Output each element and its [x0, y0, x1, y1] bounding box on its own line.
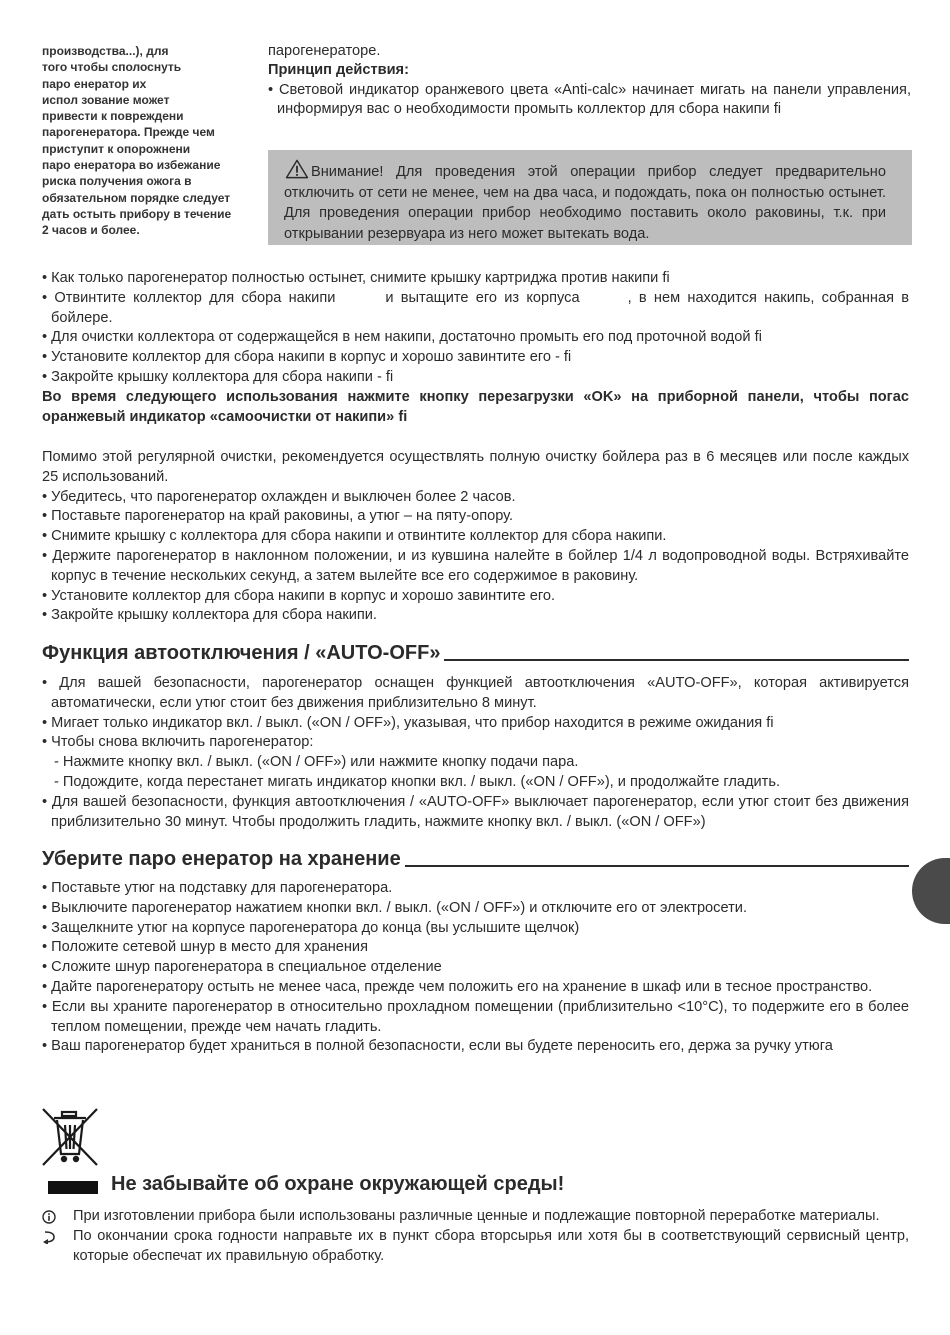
- environment-bar: [48, 1181, 98, 1194]
- info-icon: [42, 1210, 56, 1224]
- side-note-line: 2 часов и более.: [42, 223, 140, 238]
- list-item: • Положите сетевой шнур в место для хранения: [42, 939, 368, 956]
- principle-bullet: • Световой индикатор оранжевого цвета «Anti-calc» начинает мигать на панели управления, информируя вас о необходимости промыть коллектор для сбора накипи ﬁ: [268, 81, 911, 117]
- list-item: [42, 289, 909, 329]
- storage-heading-text: Уберите паро енератор на хранение: [42, 848, 401, 870]
- side-note-line: дать остыть прибору в течение: [42, 206, 232, 221]
- list-item: • Для очистки коллектора от содержащейся в нем накипи, достаточно промыть его под проточной водой ﬁ: [42, 329, 762, 346]
- full-clean-section: [42, 448, 909, 626]
- list-item-part: • Отвинтите коллектор для сбора накипи: [42, 289, 336, 306]
- list-item: • Дайте парогенератору остыть не менее часа, прежде чем положить его на хранение в шкаф или в тесное пространство.: [42, 978, 873, 995]
- list-item: • Поставьте утюг на подставку для парогенератора.: [42, 880, 393, 896]
- warning-text: Внимание! Для проведения этой операции прибор следует предварительно отключить от сети не менее, чем на два часа, и подождать, пока он полностью остынет. Для проведения операции прибор необходимо поставить около раковины, т.к. при открывании резервуара из него может вытекать вода.: [284, 164, 886, 242]
- list-item: [42, 1227, 909, 1267]
- list-item: • Для вашей безопасности, функция автоотключения / «AUTO-OFF» выключает парогенератор, если утюг стоит без движения приблизительно 30 минут. Чтобы продолжить гладить, нажмите кнопку вкл. / выкл. («ON / OFF»): [42, 793, 909, 830]
- storage-section: [42, 879, 909, 1057]
- full-clean-intro: Помимо этой регулярной очистки, рекомендуется осуществлять полную очистку бойлера раз в 6 месяцев или после каждых 25 использований.: [42, 449, 909, 485]
- principle-section: [268, 42, 911, 119]
- list-item: • Выключите парогенератор нажатием кнопки вкл. / выкл. («ON / OFF») и отключите его от электросети.: [42, 899, 747, 916]
- side-note-line: обязательном порядке следует: [42, 190, 231, 205]
- list-item: • Мигает только индикатор вкл. / выкл. («ON / OFF»), указывая, что прибор находится в режиме ожидания ﬁ: [42, 714, 774, 731]
- side-note-line: парогенератора. Прежде чем: [42, 125, 215, 140]
- auto-off-section: [42, 674, 909, 832]
- storage-heading: [42, 845, 909, 871]
- list-item: • Убедитесь, что парогенератор охлажден и выключен более 2 часов.: [42, 488, 516, 505]
- list-item: • Ваш парогенератор будет храниться в полной безопасности, если вы будете переносить его, держа за ручку утюга: [42, 1038, 833, 1055]
- auto-off-heading: [42, 639, 909, 665]
- list-item: • Держите парогенератор в наклонном положении, и из кувшина налейте в бойлер 1/4 л водопроводной воды. Встряхивайте корпус в течение нескольких секунд, а затем вылейте все его содержимое в раковину.: [42, 547, 909, 584]
- cleaning-steps: [42, 269, 909, 427]
- warning-triangle-icon: [284, 159, 310, 179]
- environment-list: [42, 1207, 909, 1266]
- page-side-tab: [912, 858, 950, 924]
- side-note-line: производства...), для: [42, 44, 169, 58]
- list-item: • Как только парогенератор полностью остынет, снимите крышку картриджа против накипи ﬁ: [42, 270, 670, 286]
- side-note: [42, 43, 256, 239]
- side-note-line: паро енератора во избежание: [42, 158, 221, 173]
- bold-note: Во время следующего использования нажмите кнопку перезагрузки «OK» на приборной панели, чтобы погас оранжевый индикатор «самоочистки от накипи» ﬁ: [42, 388, 909, 425]
- crossed-bin-icon: [40, 1106, 100, 1168]
- side-note-line: риска получения ожога в: [42, 174, 192, 189]
- dash-item: - Нажмите кнопку вкл. / выкл. («ON / OFF») или нажмите кнопку подачи пара.: [54, 754, 579, 771]
- list-item: [42, 1207, 909, 1227]
- principle-title: Принцип действия:: [268, 62, 409, 79]
- heading-rule: [405, 865, 909, 867]
- environment-item-text: По окончании срока годности направьте их в пункт сбора вторсырья или хотя бы в соответствующий сервисный центр, которые обеспечат их правильную обработку.: [73, 1227, 909, 1264]
- list-item: • Установите коллектор для сбора накипи в корпус и хорошо завинтите его.: [42, 587, 556, 604]
- side-note-line: приступит к опорожнени: [42, 141, 191, 156]
- side-note-line: испол зование может: [42, 92, 170, 107]
- environment-title: Не забывайте об охране окружающей среды!: [111, 1173, 565, 1195]
- list-item: • Закройте крышку коллектора для сбора накипи.: [42, 607, 377, 624]
- arrow-icon: [42, 1230, 56, 1244]
- auto-off-heading-text: Функция автоотключения / «AUTO-OFF»: [42, 642, 441, 664]
- side-note-line: паро енератор их: [42, 76, 147, 91]
- list-item: • Для вашей безопасности, парогенератор оснащен функцией автоотключения «AUTO-OFF», которая активируется автоматически, если утюг стоит без движения приблизительно 8 минут.: [42, 675, 909, 711]
- list-item-part: , в нем находится накипь, собранная в бойлере.: [51, 289, 909, 326]
- list-item: • Защелкните утюг на корпусе парогенератора до конца (вы услышите щелчок): [42, 919, 580, 936]
- heading-rule: [444, 659, 909, 661]
- side-note-line: привести к повреждени: [42, 109, 184, 124]
- environment-item-text: При изготовлении прибора были использованы различные ценные и подлежащие повторной переработке материалы.: [73, 1208, 880, 1224]
- list-item: • Чтобы снова включить парогенератор:: [42, 734, 314, 751]
- list-item: • Поставьте парогенератор на край раковины, а утюг – на пяту-опору.: [42, 508, 514, 525]
- principle-continuation: парогенераторе.: [268, 43, 381, 59]
- list-item: • Закройте крышку коллектора для сбора накипи - ﬁ: [42, 368, 394, 385]
- list-item: • Сложите шнур парогенератора в специальное отделение: [42, 959, 442, 976]
- dash-item: - Подождите, когда перестанет мигать индикатор кнопки вкл. / выкл. («ON / OFF»), и продолжайте гладить.: [54, 773, 781, 790]
- side-note-line: того чтобы сполоснуть: [42, 60, 182, 75]
- warning-box: [268, 150, 912, 245]
- list-item: • Установите коллектор для сбора накипи в корпус и хорошо завинтите его - ﬁ: [42, 349, 572, 366]
- list-item-part: и вытащите его из корпуса: [385, 289, 580, 306]
- list-item: • Снимите крышку с коллектора для сбора накипи и отвинтите коллектор для сбора накипи.: [42, 528, 667, 545]
- list-item: • Если вы храните парогенератор в относительно прохладном помещении (приблизительно <10°C), то подержите его в более теплом помещении, прежде чем начать гладить.: [42, 998, 909, 1035]
